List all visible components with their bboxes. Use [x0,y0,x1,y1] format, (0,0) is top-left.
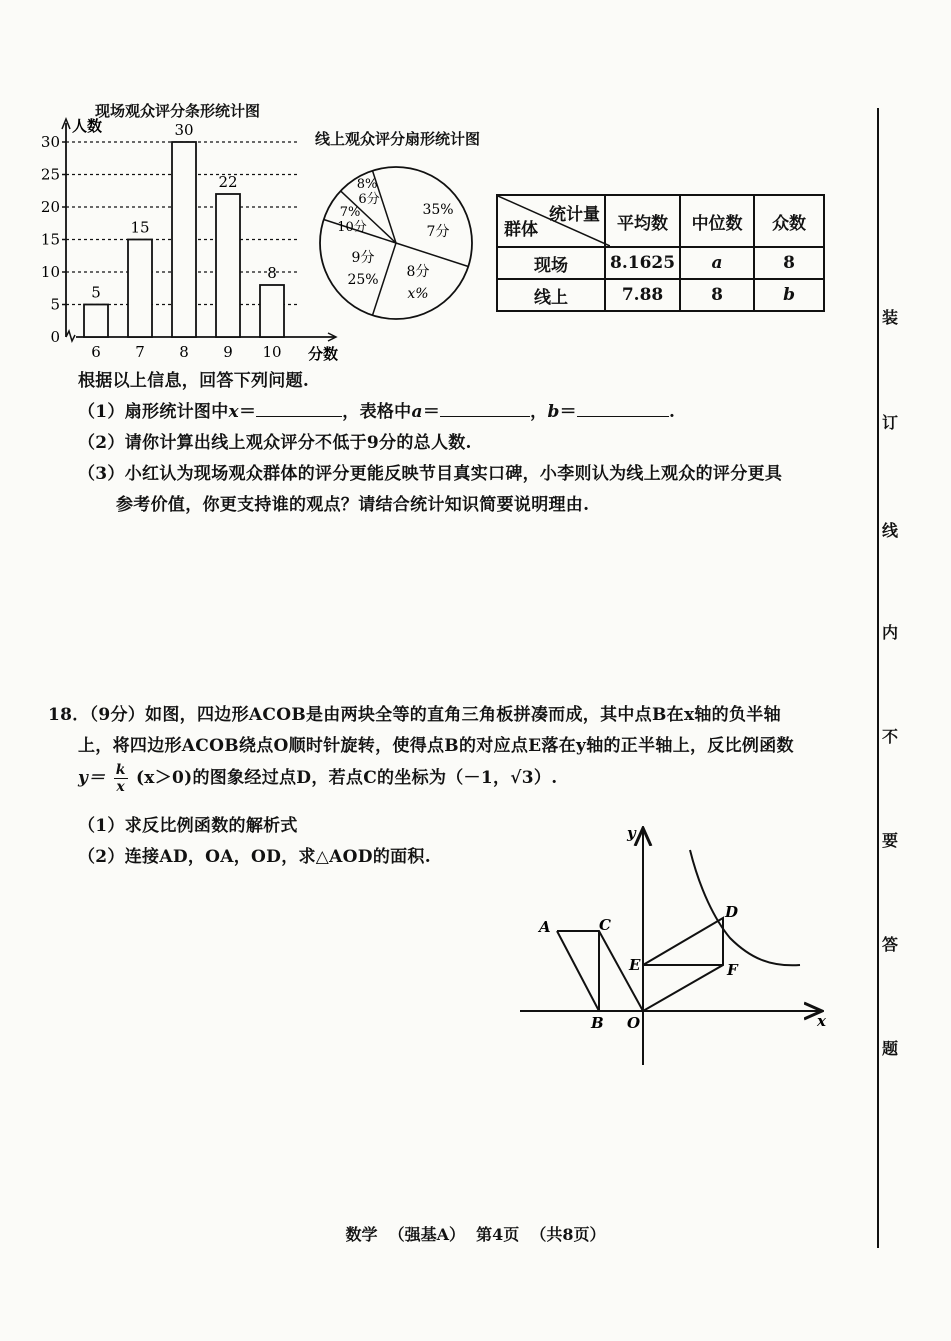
table-cell: b [754,279,824,311]
pie-slice-pct: 8% [356,177,378,192]
pie-chart [318,158,488,330]
q17-part1 [78,397,675,428]
q17-part1-text: ，表格中 [342,402,412,422]
bar-y-tick-label: 15 [40,230,60,249]
fraction-numerator: k [115,762,126,778]
bar-y-tick-label: 20 [40,198,60,216]
table-cell: 8 [680,279,754,311]
table-header: 众数 [754,195,824,247]
pie-slice-text: 8分 [406,264,430,280]
q17-part1-text: （1）扇形统计图中 [78,402,229,422]
q18-line1: 18．（9分）如图，四边形ACOB是由两块全等的直角三角板拼凑而成，其中点B在x轴的负半轴 [48,705,781,725]
page-footer: 数学 （强基A） 第4页 （共8页） [345,1225,606,1244]
var-x: x [228,402,239,422]
label-b: B [591,1014,604,1032]
table-cell: 8.1625 [605,247,680,279]
bar-y-tick-label: 10 [40,263,60,281]
bar-value-label: 22 [218,173,238,191]
bar-y-tick-label: 5 [50,295,60,314]
q18-line2: 上，将四边形ACOB绕点O顺时针旋转，使得点B的对应点E落在y轴的正半轴上，反比例函数 [78,736,794,756]
table-corner-cell [497,195,605,247]
q18-part2: （2）连接AD，OA，OD，求△AOD的面积. [78,847,431,867]
bar-y-tick-label: 30 [40,133,60,151]
bar [128,240,152,338]
q18-line3 [78,762,557,802]
pie-slice-text: 9分 [351,250,375,266]
pie-slice-text: x% [407,286,429,302]
binding-line-char: 要 [882,828,898,851]
answer-blank-x[interactable] [256,398,342,417]
q17-part1-text: ， [530,402,548,422]
bar [260,285,284,337]
bar-category-label: 6 [91,343,101,361]
binding-line-char: 不 [882,724,898,747]
pie-slice-pct: 7% [339,205,361,220]
table-row-group: 现场 [497,247,605,279]
pie-slice-text: 25% [347,272,379,288]
binding-line-char: 装 [882,305,898,328]
answer-blank-b[interactable] [577,398,669,417]
q18-y: y＝ [78,768,106,788]
fraction-denominator: x [116,779,126,795]
var-b: b [547,402,560,422]
pie-chart-title: 线上观众评分扇形统计图 [315,130,481,148]
pie-slice-text: 35% [422,202,454,218]
binding-line-char: 订 [882,410,898,433]
label-d: D [725,903,739,921]
bar-category-label: 7 [135,343,145,361]
table-header: 平均数 [605,195,680,247]
binding-line-char: 题 [882,1036,898,1059]
bar-category-label: 9 [223,343,233,361]
table-corner-top: 统计量 [549,205,600,225]
pie-slice-label: 10分 [337,220,367,235]
bar-value-label: 15 [130,218,150,237]
q17-part3-line2: 参考价值，你更支持谁的观点？请结合统计知识简要说明理由. [116,495,590,515]
bar-category-label: 8 [179,343,189,361]
label-o: O [627,1014,641,1032]
table-cell: 7.88 [605,279,680,311]
q17-part1-eq: ＝ [238,402,257,422]
q18-line3-rest: (x＞0)的图象经过点D，若点C的坐标为（－1，√3）. [135,768,558,788]
q18-part1: （1）求反比例函数的解析式 [78,816,298,836]
geometry-figure [515,820,835,1070]
bar-xlabel: 分数 [308,345,339,363]
pie-slice-text: 7分 [426,224,450,240]
binding-line-char: 答 [882,932,898,955]
bar-category-label: 10 [262,343,282,361]
fraction-k-over-x [114,762,128,795]
bar-chart [30,115,350,365]
label-f: F [727,961,738,979]
label-c: C [599,916,611,934]
axis-break-mark [66,331,75,341]
bar-ylabel: 人数 [72,117,103,135]
statistics-table [496,194,825,312]
label-x-axis: x [817,1012,826,1030]
table-header: 中位数 [680,195,754,247]
bar [216,194,240,337]
hyperbola-curve [690,850,800,965]
table-corner-bottom: 群体 [504,220,538,240]
pie-slice-label: 6分 [358,192,380,207]
answer-blank-a[interactable] [440,398,530,417]
label-e: E [629,956,641,974]
var-a: a [411,402,423,422]
bar-value-label: 8 [267,264,277,282]
bar [84,305,108,338]
binding-line [877,108,879,1248]
table-cell: 8 [754,247,824,279]
q17-intro: 根据以上信息，回答下列问题. [78,371,310,391]
bar [172,142,196,337]
label-a: A [539,918,551,936]
q17-part1-eq: ＝ [559,402,577,422]
bar-y-tick-label: 0 [50,328,60,346]
bar-chart-title: 现场观众评分条形统计图 [95,102,261,120]
label-y-axis: y [627,824,636,842]
bar-value-label: 30 [174,121,194,139]
table-cell: a [680,247,754,279]
bar-y-tick-label: 25 [40,165,60,184]
q17-part1-text: . [668,402,676,422]
q17-part1-eq: ＝ [422,402,441,422]
q17-part2: （2）请你计算出线上观众评分不低于9分的总人数. [78,433,472,453]
binding-line-char: 线 [882,518,898,541]
q17-part3-line1: （3）小红认为现场观众群体的评分更能反映节目真实口碑，小李则认为线上观众的评分更具 [78,464,783,484]
table-row-group: 线上 [497,279,605,311]
binding-line-char: 内 [882,620,898,643]
bar-value-label: 5 [91,283,101,302]
